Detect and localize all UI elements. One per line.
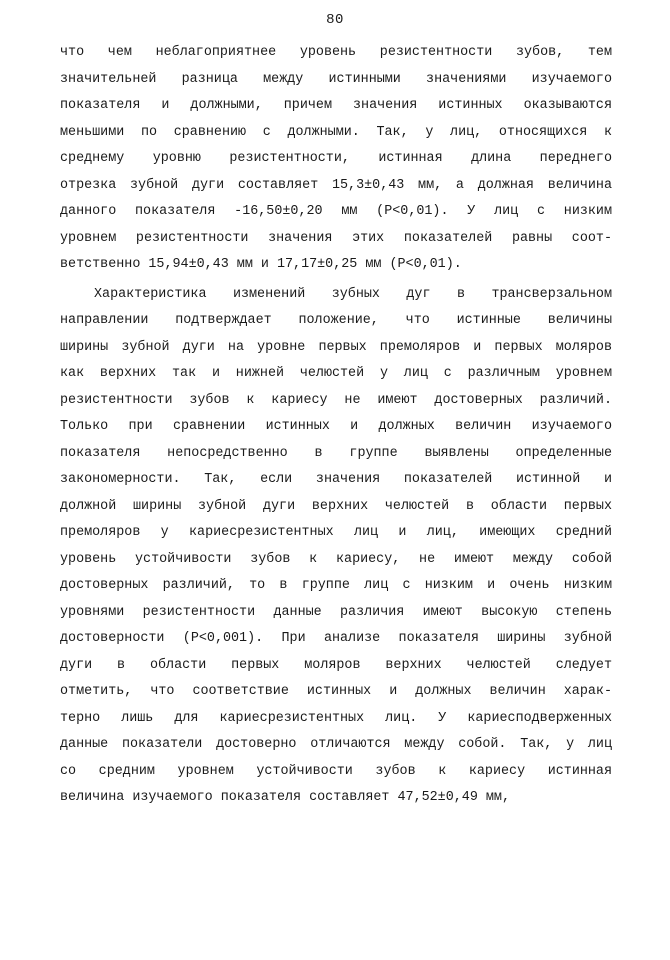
- text-line: показателя непосредственно в группе выявлены определенные: [60, 445, 612, 461]
- text-line: направлении подтверждает положение, что истинные величины: [60, 313, 612, 328]
- text-line: показателя и должными, причем значения истинных оказываются: [60, 98, 612, 113]
- text-line: уровнями резистентности данные различия имеют высокую степень: [60, 604, 612, 620]
- text-line: достоверных различий, то в группе лиц с низким и очень низким: [60, 578, 612, 593]
- paragraph: [60, 282, 612, 812]
- text-line: дуги в области первых моляров верхних челюстей следует: [60, 657, 612, 673]
- page-number: 80: [326, 12, 344, 28]
- text-line: премоляров у кариесрезистентных лиц и лиц, имеющих средний: [60, 525, 612, 540]
- text-line: уровень устойчивости зубов к кариесу, не имеют между собой: [60, 551, 612, 567]
- text-line: уровнем резистентности значения этих показателей равны соот-: [60, 230, 612, 246]
- text-line: ветственно 15,94±0,43 мм и 17,17±0,25 мм (P<0,01).: [60, 257, 462, 272]
- text-line: отметить, что соответствие истинных и должных величин харак-: [60, 684, 612, 699]
- text-line: Характеристика изменений зубных дуг в трансверзальном: [94, 286, 612, 302]
- text-line: резистентности зубов к кариесу не имеют достоверных различий.: [60, 392, 612, 408]
- text-line: Только при сравнении истинных и должных величин изучаемого: [60, 419, 612, 434]
- text-line: закономерности. Так, если значения показателей истинной и: [60, 472, 612, 487]
- text-line: значительней разница между истинными значениями изучаемого: [60, 71, 612, 87]
- text-line: ширины зубной дуги на уровне первых премоляров и первых моляров: [60, 339, 612, 355]
- text-line: данные показатели достоверно отличаются между собой. Так, у лиц: [60, 737, 612, 752]
- text-line: достоверности (P<0,001). При анализе показателя ширины зубной: [60, 631, 612, 646]
- text-line: среднему уровню резистентности, истинная длина переднего: [60, 151, 612, 166]
- text-line: данного показателя -16,50±0,20 мм (P<0,01). У лиц с низким: [60, 204, 612, 219]
- text-line: со средним уровнем устойчивости зубов к кариесу истинная: [60, 763, 612, 779]
- text-line: что чем неблагоприятнее уровень резистентности зубов, тем: [60, 45, 612, 60]
- text-line: меньшими по сравнению с должными. Так, у лиц, относящихся к: [60, 124, 612, 140]
- body-text: [60, 40, 612, 812]
- text-line: отрезка зубной дуги составляет 15,3±0,43 мм, а должная величина: [60, 177, 612, 193]
- paragraph: [60, 40, 612, 279]
- text-line: должной ширины зубной дуги верхних челюстей в области первых: [60, 498, 612, 514]
- text-line: величина изучаемого показателя составляет 47,52±0,49 мм,: [60, 790, 510, 805]
- text-line: терно лишь для кариесрезистентных лиц. У кариесподверженных: [60, 710, 612, 726]
- text-line: как верхних так и нижней челюстей у лиц с различным уровнем: [60, 366, 612, 381]
